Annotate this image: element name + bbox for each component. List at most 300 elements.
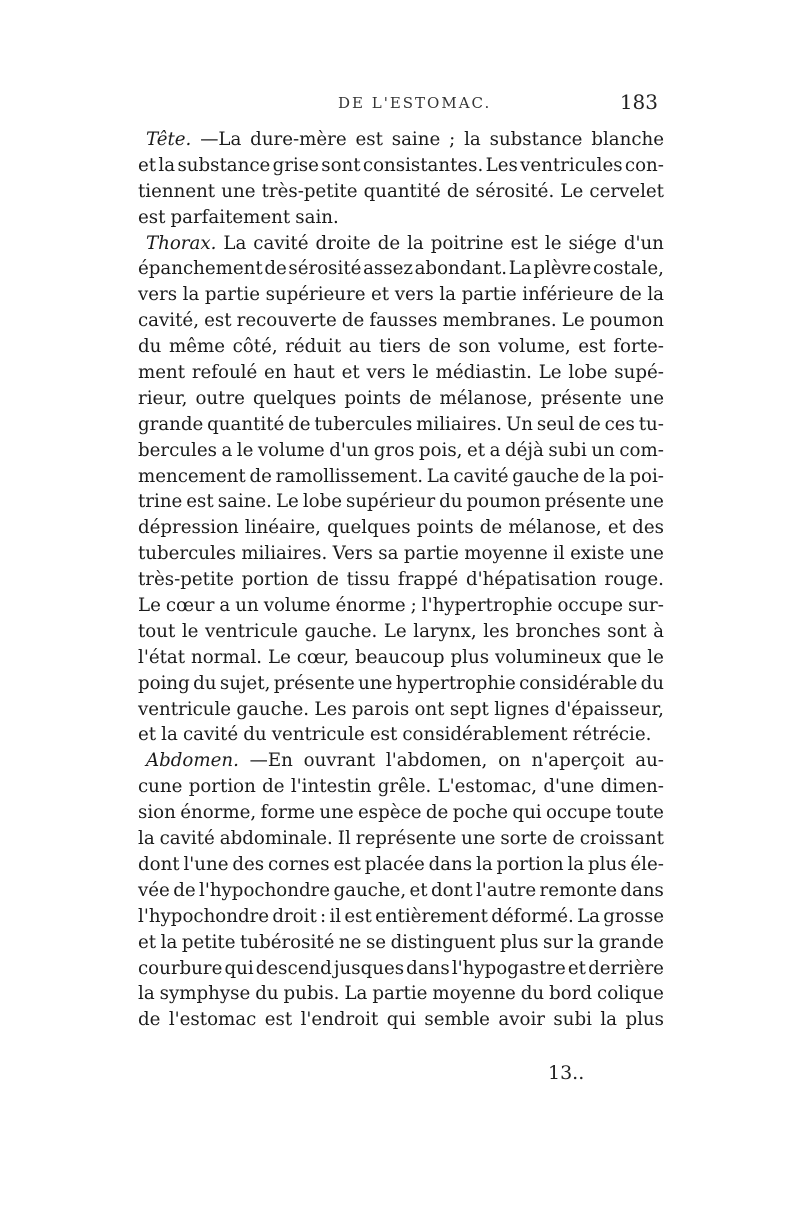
word: occupe	[557, 595, 623, 617]
word: l'endroit	[300, 1009, 379, 1031]
word: grosse	[603, 905, 664, 927]
word: la	[609, 465, 626, 487]
word: la	[567, 853, 585, 875]
word: volume	[263, 595, 331, 617]
word: la	[182, 284, 200, 306]
word: cœur,	[296, 646, 350, 668]
word: cune	[138, 776, 183, 798]
word: dans	[428, 853, 473, 875]
word: subi	[548, 439, 587, 461]
word: est	[333, 853, 361, 875]
word: croissant	[579, 828, 664, 850]
word: dont	[430, 879, 473, 901]
word: Le	[138, 595, 161, 617]
word: sont	[607, 620, 647, 642]
text-line	[138, 231, 664, 257]
word: de	[262, 776, 285, 798]
word: un	[591, 439, 615, 461]
word: grande	[138, 413, 204, 435]
text-line	[138, 956, 664, 982]
word: Le	[538, 362, 562, 384]
word: grise	[272, 154, 319, 176]
word: l'hypochondre	[199, 879, 331, 901]
text-line	[138, 127, 664, 153]
word: épanchement	[138, 258, 263, 280]
word: poi-	[629, 465, 664, 487]
word: d'une	[543, 776, 595, 798]
text-line	[138, 438, 664, 464]
word: de	[578, 413, 601, 435]
word: de	[341, 310, 365, 332]
word: com-	[619, 439, 664, 461]
word: des	[232, 853, 265, 875]
word: Le	[561, 310, 585, 332]
word: ramollissement.	[275, 465, 423, 487]
word: plus	[499, 931, 539, 953]
text-line	[138, 334, 664, 360]
text-line	[138, 981, 664, 1007]
word: dans	[620, 879, 664, 901]
word: portion	[496, 853, 564, 875]
word: la	[647, 284, 664, 306]
text-line	[138, 153, 664, 179]
text-line	[138, 386, 664, 412]
word: considérablement	[402, 724, 568, 746]
word: de	[316, 569, 339, 591]
word: l'estomac	[168, 1009, 257, 1031]
word: droit	[272, 905, 317, 927]
text-line	[138, 179, 664, 205]
word: forme	[260, 802, 315, 824]
word: —En	[249, 750, 293, 772]
word: jusques	[333, 957, 405, 979]
word: plus	[625, 1009, 664, 1031]
word: refoulé	[191, 362, 258, 384]
word: abdominale.	[219, 828, 333, 850]
word: se	[365, 931, 387, 953]
word: pubis.	[283, 983, 340, 1005]
word: de	[249, 465, 272, 487]
word: haut	[293, 362, 335, 384]
word: partie	[204, 284, 260, 306]
word: frappé	[397, 569, 459, 591]
word: volumineux	[495, 646, 602, 668]
word: une	[629, 387, 664, 409]
word: seul	[536, 413, 575, 435]
word: gauche.	[236, 698, 310, 720]
word: et	[371, 284, 390, 306]
word: une	[629, 543, 664, 565]
word: sur	[543, 931, 573, 953]
word: la	[577, 931, 595, 953]
word: La	[223, 232, 247, 254]
word: dans	[406, 957, 450, 979]
word: et	[138, 724, 157, 746]
word: est	[264, 1009, 293, 1031]
word: Il	[337, 828, 351, 850]
word: forte-	[613, 336, 664, 358]
section-lead: Abdomen.	[146, 750, 239, 772]
text-line	[138, 567, 664, 593]
word: tiennent	[138, 180, 216, 202]
word: saine	[391, 129, 441, 150]
word: vers	[138, 284, 178, 306]
text-line	[138, 930, 664, 956]
word: sain.	[295, 206, 339, 228]
word: ment	[138, 362, 186, 384]
word: gros	[373, 439, 415, 461]
word: tu-	[638, 413, 664, 435]
word: gauche.	[304, 620, 378, 642]
word: supérieur	[346, 491, 436, 513]
word: une	[461, 828, 496, 850]
word: Le	[275, 491, 299, 513]
word: a	[489, 439, 501, 461]
word: de	[264, 258, 287, 280]
word: Le	[560, 180, 584, 202]
word: Le	[383, 620, 407, 642]
word: volume,	[498, 336, 571, 358]
word: gauche	[512, 465, 580, 487]
word: réduit	[285, 336, 342, 358]
text-line	[138, 852, 664, 878]
word: placée	[364, 853, 425, 875]
word: courbure	[138, 957, 223, 979]
word: parois	[351, 698, 410, 720]
word: ventricule	[271, 724, 365, 746]
word: de	[288, 413, 311, 435]
word: quelques	[327, 517, 411, 539]
word: l'état	[138, 646, 186, 668]
word: outre	[195, 387, 245, 409]
word: :	[320, 905, 327, 927]
word: sont	[321, 154, 361, 176]
word: bord	[549, 983, 593, 1005]
word: éle-	[630, 853, 664, 875]
word: la	[138, 828, 155, 850]
word: et	[341, 362, 360, 384]
word: et	[409, 879, 428, 901]
word: de	[425, 802, 449, 824]
word: miliaires.	[416, 413, 503, 435]
word: parfaitement	[170, 206, 291, 228]
word: entièrement	[375, 905, 488, 927]
word: et	[607, 517, 626, 539]
word: symphyse	[159, 983, 251, 1005]
word: cavité	[253, 232, 309, 254]
word: semble	[424, 1009, 490, 1031]
word: dimen-	[600, 776, 664, 798]
word: du	[255, 983, 279, 1005]
word: sérosité	[288, 258, 362, 280]
word: normal.	[191, 646, 263, 668]
word: points	[344, 387, 402, 409]
word: très-petite	[261, 180, 358, 202]
word: tubercules	[138, 543, 236, 565]
text-line	[138, 205, 664, 231]
word: ces	[604, 413, 635, 435]
word: vers	[366, 362, 406, 384]
word: d'un	[623, 232, 664, 254]
text-line	[138, 748, 664, 774]
word: —La	[200, 129, 242, 150]
word: assez	[363, 258, 413, 280]
word: la	[439, 284, 457, 306]
word: partie	[372, 983, 428, 1005]
word: médiastin.	[435, 362, 532, 384]
word: sion	[138, 802, 176, 824]
word: supérieure	[265, 284, 366, 306]
word: la	[138, 983, 155, 1005]
word: plèvre	[533, 258, 592, 280]
word: Les	[485, 154, 518, 176]
word: la	[407, 232, 424, 254]
text-line	[138, 774, 664, 800]
word: La	[426, 465, 450, 487]
word: tubérosité	[240, 931, 335, 953]
word: partie	[461, 284, 517, 306]
word: le	[236, 439, 254, 461]
word: considérable	[519, 672, 638, 694]
text-line	[138, 904, 664, 930]
word: bronches	[515, 620, 601, 642]
word: cavité	[453, 465, 509, 487]
word: à	[653, 620, 664, 642]
word: de	[552, 828, 575, 850]
word: sa	[378, 543, 399, 565]
word: recouverte	[236, 310, 337, 332]
word: beaucoup	[355, 646, 445, 668]
word: plus	[588, 853, 627, 875]
word: subi	[553, 1009, 592, 1031]
word: tubercules	[314, 413, 413, 435]
word: la	[476, 853, 493, 875]
word: moyenne	[464, 543, 548, 565]
word: l'hypogastre	[451, 957, 566, 979]
word: le	[647, 646, 664, 668]
word: inférieure	[522, 284, 614, 306]
word: mélanose,	[508, 517, 602, 539]
word: que	[607, 646, 642, 668]
word: est	[510, 232, 538, 254]
word: déjà	[504, 439, 544, 461]
word: trine	[138, 491, 183, 513]
word: rouge.	[604, 569, 664, 591]
word: du	[640, 672, 664, 694]
word: d'hépatisation	[465, 569, 597, 591]
word: consistantes.	[362, 154, 484, 176]
word: Vers	[332, 543, 373, 565]
word: gauche,	[333, 879, 407, 901]
word: le	[412, 362, 429, 384]
word: cavité,	[138, 310, 199, 332]
word: la	[158, 154, 176, 176]
word: les	[483, 620, 510, 642]
word: de	[446, 180, 470, 202]
word: l'hypochondre	[138, 905, 270, 927]
word: grande	[598, 931, 664, 953]
word: de	[428, 336, 451, 358]
text-line	[138, 800, 664, 826]
word: La	[344, 983, 368, 1005]
word: en	[264, 362, 287, 384]
word: et	[138, 154, 157, 176]
word: miliaires.	[241, 543, 328, 565]
body-text	[138, 127, 664, 1033]
word: tiers	[378, 336, 421, 358]
word: l'abdomen,	[385, 750, 488, 772]
word: au	[348, 336, 372, 358]
word: ouvrant	[303, 750, 376, 772]
word: sept	[449, 698, 489, 720]
word: La	[577, 905, 600, 927]
word: membranes.	[442, 310, 557, 332]
word: qui	[224, 957, 254, 979]
word: espèce	[358, 802, 422, 824]
word: énorme,	[180, 802, 257, 824]
word: moyenne	[432, 983, 516, 1005]
word: ventricule	[205, 620, 299, 642]
word: poitrine	[430, 232, 504, 254]
word: de	[138, 1009, 161, 1031]
word: l'intestin	[290, 776, 372, 798]
page-header	[140, 90, 660, 120]
word: énorme	[335, 595, 406, 617]
word: poche	[452, 802, 508, 824]
word: il	[329, 905, 342, 927]
word: et	[466, 439, 486, 461]
word: du	[193, 672, 217, 694]
word: du	[138, 336, 162, 358]
word: la	[600, 1009, 618, 1031]
word: quantité	[363, 180, 441, 202]
word: est	[186, 491, 214, 513]
word: est	[369, 724, 398, 746]
word: le	[544, 232, 562, 254]
word: au-	[635, 750, 664, 772]
word: petite	[181, 931, 236, 953]
word: Un	[505, 413, 533, 435]
word: de	[582, 465, 606, 487]
text-line	[138, 308, 664, 334]
text-line	[138, 722, 664, 748]
word: saine.	[217, 491, 272, 513]
word: représente	[355, 828, 457, 850]
word: très-petite	[138, 569, 234, 591]
word: dont	[138, 853, 180, 875]
word: poumon	[589, 310, 664, 332]
word: et	[567, 957, 586, 979]
word: lignes	[494, 698, 550, 720]
word: sorte	[500, 828, 548, 850]
signature-mark: 13..	[548, 1062, 585, 1084]
word: du	[520, 983, 545, 1005]
word: son	[458, 336, 491, 358]
word: sérosité.	[475, 180, 555, 202]
word: de	[409, 387, 432, 409]
word: larynx,	[413, 620, 477, 642]
word: de	[377, 232, 401, 254]
text-line	[138, 464, 664, 490]
word: dépression	[138, 517, 239, 539]
word: siége	[568, 232, 617, 254]
word: L'estomac,	[437, 776, 538, 798]
word: descend	[255, 957, 332, 979]
word: la	[161, 724, 178, 746]
word: l'une	[183, 853, 229, 875]
word: portion	[188, 776, 256, 798]
word: vers	[394, 284, 434, 306]
page-number: 183	[619, 90, 658, 114]
word: une	[319, 802, 354, 824]
text-line	[138, 489, 664, 515]
word: costale,	[592, 258, 664, 280]
word: avoir	[498, 1009, 545, 1031]
word: a	[221, 439, 233, 461]
word: substance	[177, 154, 271, 176]
word: portion	[241, 569, 309, 591]
word: dure-mère	[250, 129, 347, 150]
word: poing	[138, 672, 190, 694]
text-line	[138, 360, 664, 386]
word: une	[221, 180, 256, 202]
word: ventricule	[138, 698, 232, 720]
word: la	[160, 931, 178, 953]
word: la	[464, 129, 481, 150]
word: d'un	[329, 439, 370, 461]
word: droite	[315, 232, 371, 254]
word: cornes	[267, 853, 330, 875]
word: vée	[138, 879, 170, 901]
text-line	[138, 645, 664, 671]
word: lobe	[568, 362, 608, 384]
word: le	[181, 620, 199, 642]
section-lead: Tête.	[146, 129, 192, 150]
word: hypertrophie	[395, 672, 516, 694]
text-line	[138, 671, 664, 697]
word: il	[553, 543, 565, 565]
word: bercules	[138, 439, 217, 461]
word: plus	[450, 646, 490, 668]
word: lobe	[302, 491, 342, 513]
word: l'autre	[475, 879, 537, 901]
word: est	[344, 905, 372, 927]
running-head: DE L'ESTOMAC.	[338, 94, 492, 112]
word: une	[358, 672, 393, 694]
word: ne	[338, 931, 362, 953]
word: du	[243, 724, 267, 746]
word: linéaire,	[244, 517, 321, 539]
word: cervelet	[589, 180, 664, 202]
word: a	[219, 595, 231, 617]
word: ;	[449, 129, 456, 150]
word: ont	[414, 698, 445, 720]
word: et	[138, 931, 157, 953]
word: cavité	[159, 828, 215, 850]
word: un	[235, 595, 259, 617]
word: rétrécie.	[572, 724, 652, 746]
text-line	[138, 697, 664, 723]
word: tissu	[346, 569, 391, 591]
text-line	[138, 541, 664, 567]
word: sujet,	[219, 672, 271, 694]
word: déformé.	[491, 905, 574, 927]
word: derrière	[588, 957, 664, 979]
word: grêle.	[377, 776, 432, 798]
word: rieur,	[138, 387, 188, 409]
word: distinguent	[390, 931, 496, 953]
text-line	[138, 878, 664, 904]
